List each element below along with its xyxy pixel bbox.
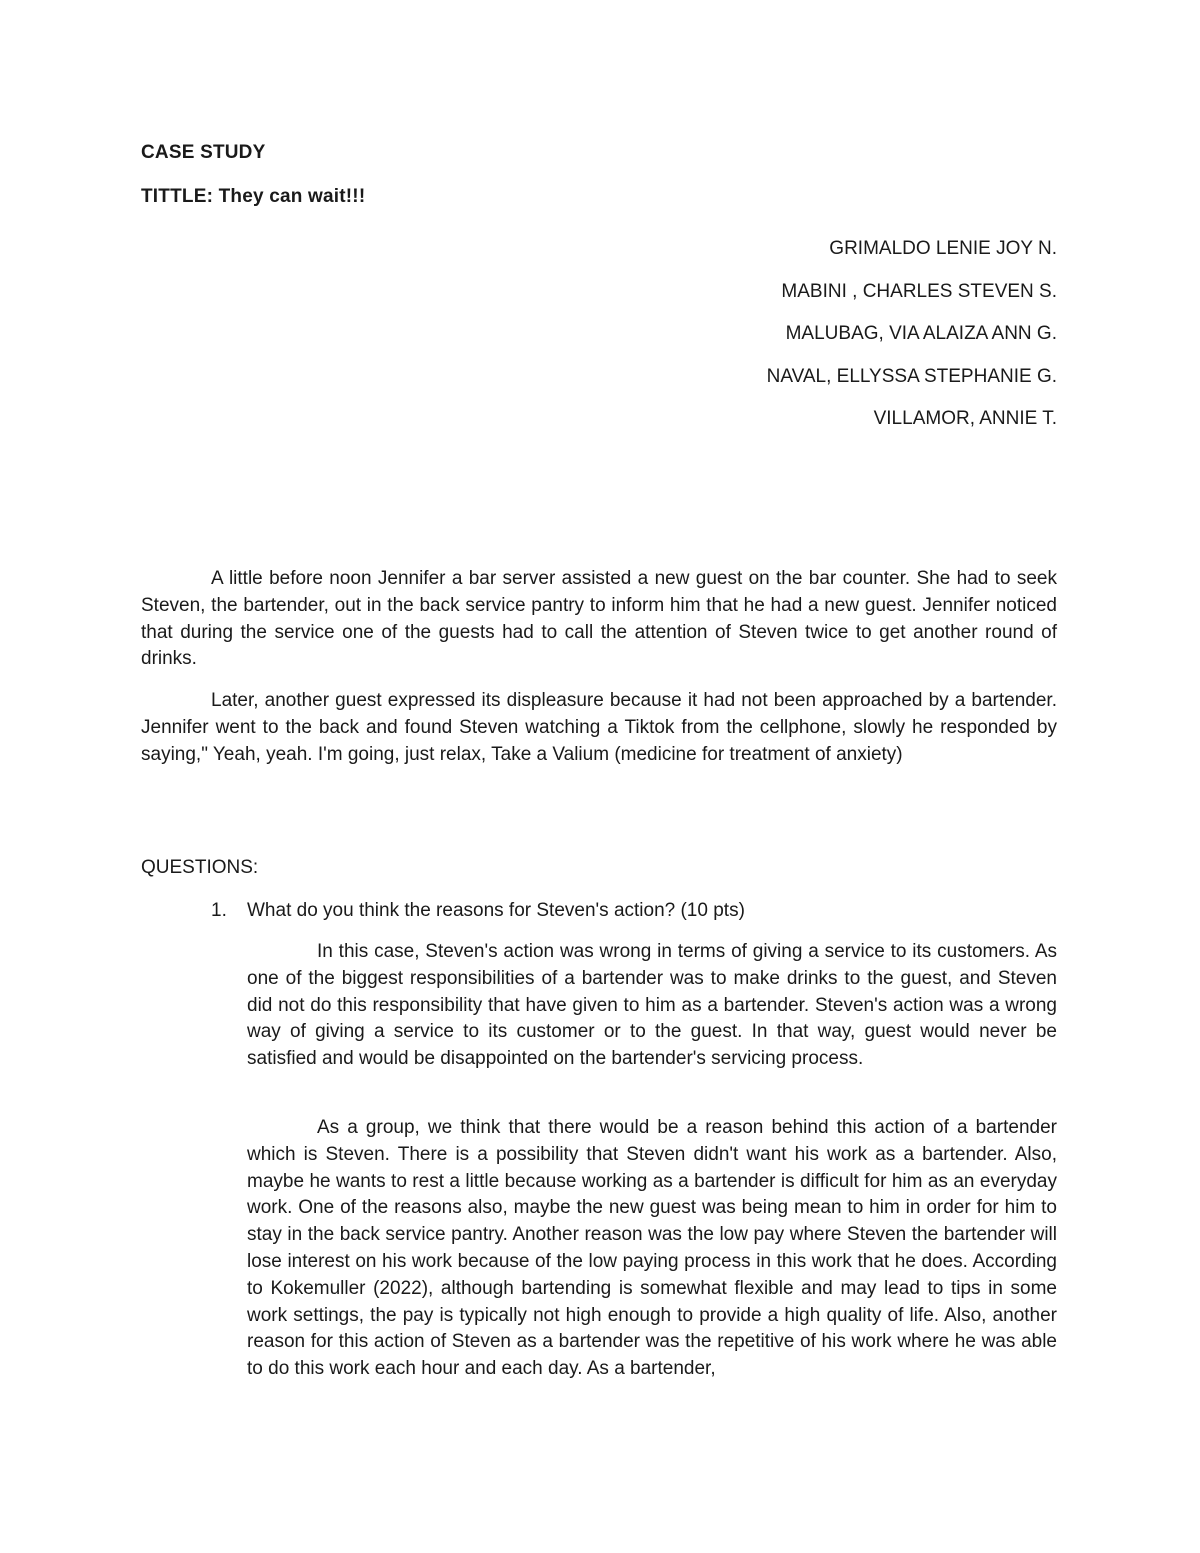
question-text: What do you think the reasons for Steven's action? (10 pts): [247, 900, 745, 921]
answer-paragraph: [247, 939, 1057, 1073]
case-paragraph: Later, another guest expressed its displeasure because it had not been approached by a bartender. Jennifer went to the back and found Steven watching a Tiktok from the cellphone, slowly he responded by saying," Yeah, yeah. I'm going, just relax, Take a Valium (medicine for treatment of anxiety): [141, 690, 1057, 765]
author-name: GRIMALDO LENIE JOY N.: [829, 238, 1057, 259]
question-number: 1.: [211, 900, 227, 921]
answer-text: As a group, we think that there would be a reason behind this action of a bartender which is Steven. There is a possibility that Steven didn't want his work as a bartender. Also, maybe he wants to rest a little because working as a bartender is difficult for him as an everyday work. One of the reasons also, maybe the new guest was being mean to him in order for him to stay in the back service pantry. Another reason was the low pay where Steven the bartender will lose interest on his work because of the low paying process in this work that he does. According to Kokemuller (2022), although bartending is somewhat flexible and may lead to tips in some work settings, the pay is typically not high enough to provide a high quality of life. Also, another reason for this action of Steven as a bartender was the repetitive of his work where he was able to do this work each hour and each day. As a bartender,: [247, 1117, 1057, 1380]
answer-text: In this case, Steven's action was wrong in terms of giving a service to its customers. As one of the biggest responsibilities of a bartender was to make drinks to the guest, and Steven did not do this responsibility that have given to him as a bartender. Steven's action was a wrong way of giving a service to its customer or to the guest. In that way, guest would never be satisfied and would be disappointed on the bartender's servicing process.: [247, 941, 1057, 1070]
questions-label: QUESTIONS:: [141, 857, 259, 878]
author-list: [767, 228, 1057, 441]
document-title: TITTLE: They can wait!!!: [141, 186, 366, 207]
author-name: VILLAMOR, ANNIE T.: [873, 408, 1057, 429]
document-heading: CASE STUDY: [141, 142, 266, 163]
case-description: [141, 566, 1057, 769]
author-name: NAVAL, ELLYSSA STEPHANIE G.: [766, 365, 1057, 387]
case-paragraph: A little before noon Jennifer a bar server assisted a new guest on the bar counter. She had to seek Steven, the bartender, out in the back service pantry to inform him that he had a new guest. Jennifer noticed that during the service one of the guests had to call the attention of Steven twice to get another round of drinks.: [141, 568, 1057, 670]
answer-paragraph: [247, 1115, 1057, 1383]
author-name: MABINI , CHARLES STEVEN S.: [781, 280, 1057, 302]
author-name: MALUBAG, VIA ALAIZA ANN G.: [785, 323, 1057, 344]
question-item: [211, 898, 1061, 924]
